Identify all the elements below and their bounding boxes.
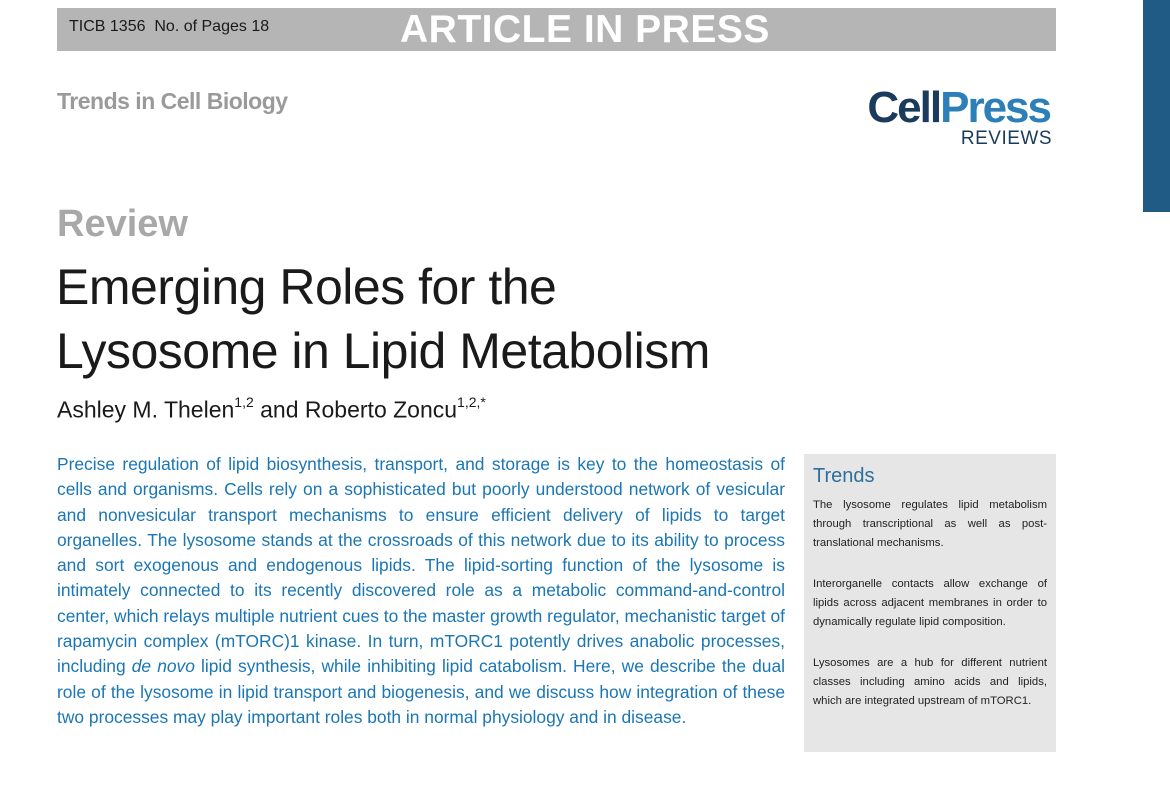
author-affiliation: 1,2: [234, 394, 254, 410]
author-conjunction: and: [253, 396, 305, 423]
title-line-2: Lysosome in Lipid Metabolism: [56, 323, 710, 379]
article-in-press-banner: ARTICLE IN PRESS: [400, 8, 770, 51]
trends-item: Lysosomes are a hub for different nutrient classes including amino acids and lipids, which are integrated upstream of mTORC1.: [813, 657, 1047, 707]
page-count: No. of Pages 18: [154, 18, 270, 35]
trends-box: [804, 454, 1056, 752]
author-affiliation: 1,2,*: [457, 394, 486, 410]
logo-subtitle: REVIEWS: [960, 128, 1052, 149]
article-type: Review: [57, 203, 188, 245]
trends-item: The lysosome regulates lipid metabolism through transcriptional as well as post-translational mechanisms.: [813, 499, 1047, 549]
author-list: [57, 396, 486, 424]
abstract: [57, 452, 785, 730]
manuscript-meta: [69, 18, 269, 36]
logo-wordmark: CellPress: [867, 83, 1050, 132]
author-name: Ashley M. Thelen: [57, 396, 235, 423]
title-line-1: Emerging Roles for the: [56, 259, 557, 315]
manuscript-code: TICB 1356: [69, 18, 146, 35]
trends-item: Interorganelle contacts allow exchange of lipids across adjacent membranes in order to dynamically regulate lipid composition.: [813, 578, 1047, 628]
article-title: [56, 255, 816, 383]
abstract-text: Precise regulation of lipid biosynthesis, transport, and storage is key to the homeostasis of cells and organisms. Cells rely on a sophisticated but poorly understood network of vesicular and nonvesicular transport mechanisms to ensure efficient delivery of lipids to target organelles. The lysosome stands at the crossroads of this network due to its ability to process and sort exogenous and endogenous lipids. The lipid-sorting function of the lysosome is intimately connected to its recently discovered role as a metabolic command-and-control center, which relays multiple nutrient cues to the master growth regulator, mechanistic target of rapamycin complex (mTORC)1 kinase. In turn, mTORC1 potently drives anabolic processes, including de novo lipid synthesis, while inhibiting lipid catabolism. Here, we describe the dual role of the lysosome in lipid transport and biogenesis, and we discuss how integration of these two processes may play important roles both in normal physiology and in disease.: [57, 454, 785, 727]
cellpress-logo: [864, 84, 1064, 154]
edge-tab: [1143, 0, 1170, 212]
article-header-bar: [57, 8, 1056, 51]
author-name: Roberto Zoncu: [304, 396, 458, 423]
journal-name: Trends in Cell Biology: [57, 88, 288, 114]
trends-heading: Trends: [813, 465, 875, 487]
